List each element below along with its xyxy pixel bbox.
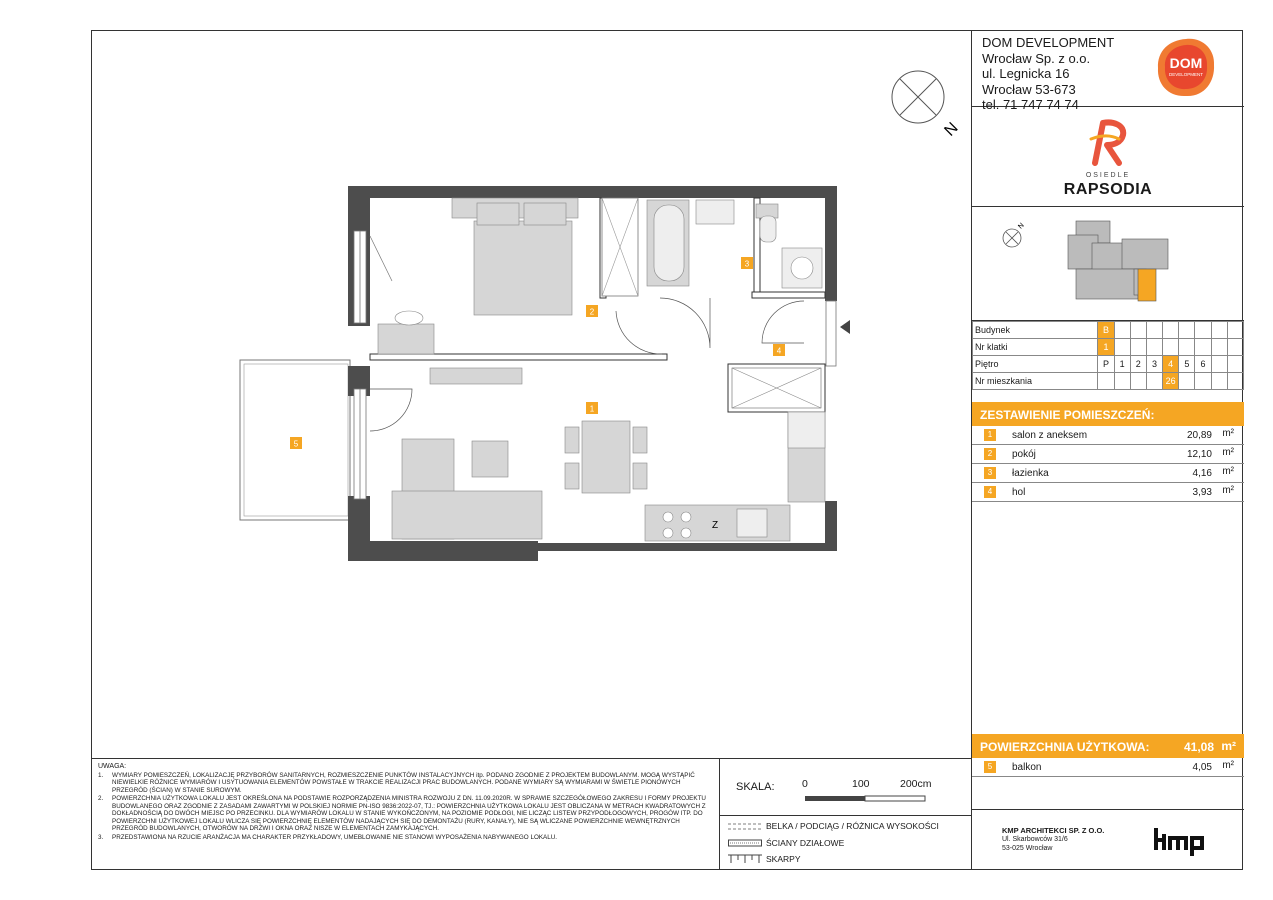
- estate-prefix: OSIEDLE: [1085, 172, 1131, 179]
- notes-title: UWAGA:: [98, 763, 127, 770]
- kmp-logo: [1152, 826, 1208, 856]
- scale-tick-100: 100: [852, 778, 870, 790]
- compass-icon: [892, 71, 944, 123]
- svg-text:N: N: [1017, 222, 1026, 231]
- note-item: 2. POWIERZCHNIA UŻYTKOWA LOKALU JEST OKREŚLONA NA PODSTAWIE ROZPORZĄDZENIA MINISTRA ROZWOJU Z DN. 11.09.2020R. W SPRAWIE SZCZEGÓŁOWEGO ZAKRESU I FORMY PROJEKTU BUDOWLANEGO ORAZ ZGODNIE Z ZASADAMI ZAWARTYMI W POLSKIEJ NORMIE PN-ISO 9836:2022-07, TJ.: POWIERZCHNIA UŻYTKOWA LOKALU JEST OBLICZANA W METRACH KWADRATOWYCH Z DOKŁADNOŚCIĄ DO DWÓCH MIEJSC PO PRZECINKU. DLA WYMIARÓW LOKALU W STANIE WYKOŃCZONYM, NA POZIOMIE PODŁOGI, NIE LICZĄC LISTEW PRZYPODŁOGOWYCH, PROGÓW ITP. DO POWIERZCHNI UŻYTKOWEJ LOKALU WLICZA SIĘ POWIERZCHNIĘ ELEMENTÓW NADAJĄCYCH SIĘ DO DEMONTAŻU (RURY, KANAŁY), NIE SĄ WLICZANE POWIERZCHNIE WEWNĘTRZNYCH PRZEGRÓD BUDOWLANYCH, OTWORÓW NA DRZWI I OKNA ORAZ NISZE W ELEMENTACH ZAMYKAJĄCYCH.: [98, 795, 706, 832]
- developer-block: [972, 31, 1244, 112]
- estate-name: RAPSODIA: [1063, 181, 1153, 198]
- room-row: 4 hol 3,93 m²: [972, 483, 1244, 502]
- compass-small-icon: [1003, 222, 1026, 247]
- fridge-label: Z: [712, 520, 719, 531]
- scale-tick-200: 200cm: [900, 778, 932, 790]
- floor-plan: [92, 31, 971, 758]
- note-item: 3. PRZEDSTAWIONA NA RZUCIE ARANŻACJA MA CHARAKTER PRZYKŁADOWY, UMEBLOWANIE NIE STANOWI WYPOSAŻENIA NABYWANEGO LOKALU.: [98, 833, 558, 841]
- svg-text:DOM: DOM: [1169, 55, 1203, 71]
- room-row: 2 pokój 12,10 m²: [972, 445, 1244, 464]
- scale-section: [720, 758, 971, 815]
- architect-block: [972, 809, 1244, 869]
- room-row: 1 salon z aneksem 20,89 m²: [972, 426, 1244, 445]
- scale-tick-0: 0: [802, 778, 808, 790]
- room-row: 3 łazienka 4,16 m²: [972, 464, 1244, 483]
- total-area-header: [972, 734, 1244, 758]
- dom-development-logo: [1155, 37, 1217, 99]
- total-area-value: 41,08: [1183, 740, 1214, 754]
- apartment-highlight: [1138, 269, 1156, 301]
- legend-item-walls: ŚCIANY DZIAŁOWE: [728, 837, 968, 851]
- entrance-marker: [840, 320, 850, 334]
- beam-line-icon: [728, 820, 762, 832]
- svg-text:1: 1: [589, 404, 595, 414]
- developer-address: DOM DEVELOPMENT Wrocław Sp. z o.o. ul. Legnicka 16 Wrocław 53-673 tel. 71 747 74 74: [982, 35, 1115, 112]
- svg-text:DEVELOPMENT: DEVELOPMENT: [1168, 72, 1204, 77]
- scale-bar: [800, 794, 930, 804]
- partition-wall-icon: [728, 837, 762, 849]
- key-plan-drawing: [972, 207, 1244, 321]
- rooms-header: ZESTAWIENIE POMIESZCZEŃ:: [972, 402, 1244, 426]
- notes-section: [92, 758, 720, 869]
- scale-label: SKALA:: [736, 781, 775, 793]
- info-column: [971, 31, 1243, 869]
- total-area-unit: m²: [1221, 739, 1236, 753]
- plan-sheet: [91, 30, 1243, 870]
- estate-brand: [972, 107, 1244, 207]
- total-area-label: POWIERZCHNIA UŻYTKOWA:: [980, 740, 1150, 754]
- apartment-info-table: [972, 321, 1244, 390]
- architect-address: KMP ARCHITEKCI SP. Z O.O. Ul. Skarbowców 31/6 53-025 Wrocław: [1002, 826, 1105, 852]
- info-row-apartment: Nr mieszkania 26: [973, 373, 1244, 390]
- info-row-building: Budynek B: [973, 322, 1244, 339]
- slope-icon: [728, 853, 762, 865]
- info-row-floor: Piętro P 1 2 3 4 5 6: [973, 356, 1244, 373]
- key-plan: [972, 207, 1244, 321]
- svg-text:4: 4: [776, 346, 782, 356]
- info-row-staircase: Nr klatki 1: [973, 339, 1244, 356]
- svg-text:3: 3: [744, 259, 750, 269]
- rapsodia-r-icon: [1085, 117, 1133, 169]
- floor-plan-drawing: [92, 31, 971, 758]
- legend-item-slopes: SKARPY: [728, 853, 968, 867]
- svg-text:2: 2: [589, 307, 595, 317]
- balcony-row: 5 balkon 4,05 m²: [972, 758, 1244, 777]
- north-label: N: [941, 119, 962, 140]
- svg-text:5: 5: [293, 439, 299, 449]
- note-item: 1. WYMIARY POMIESZCZEŃ, LOKALIZACJĘ PRZYBORÓW SANITARNYCH, ROZMIESZCZENIE PUNKTÓW INSTALACYJNYCH itp. PODANO ZGODNIE Z PROJEKTEM BUDOWLANYM. MOGĄ WYSTĄPIĆ NIEWIELKIE RÓŻNICE WYMIARÓW I USYTUOWANIA ELEMENTÓW POWSTAŁE W TRAKCIE REALIZACJI PRAC BUDOWLANYCH. PODANE WYMIARY SĄ WYMIARAMI W ŚWIETLE PIONOWYCH PRZEGRÓD (ŚCIAN) W STANIE SUROWYM.: [98, 771, 695, 794]
- legend-section: [720, 815, 971, 869]
- legend-item-beam: BELKA / PODCIĄG / RÓŻNICA WYSOKOŚCI: [728, 820, 968, 834]
